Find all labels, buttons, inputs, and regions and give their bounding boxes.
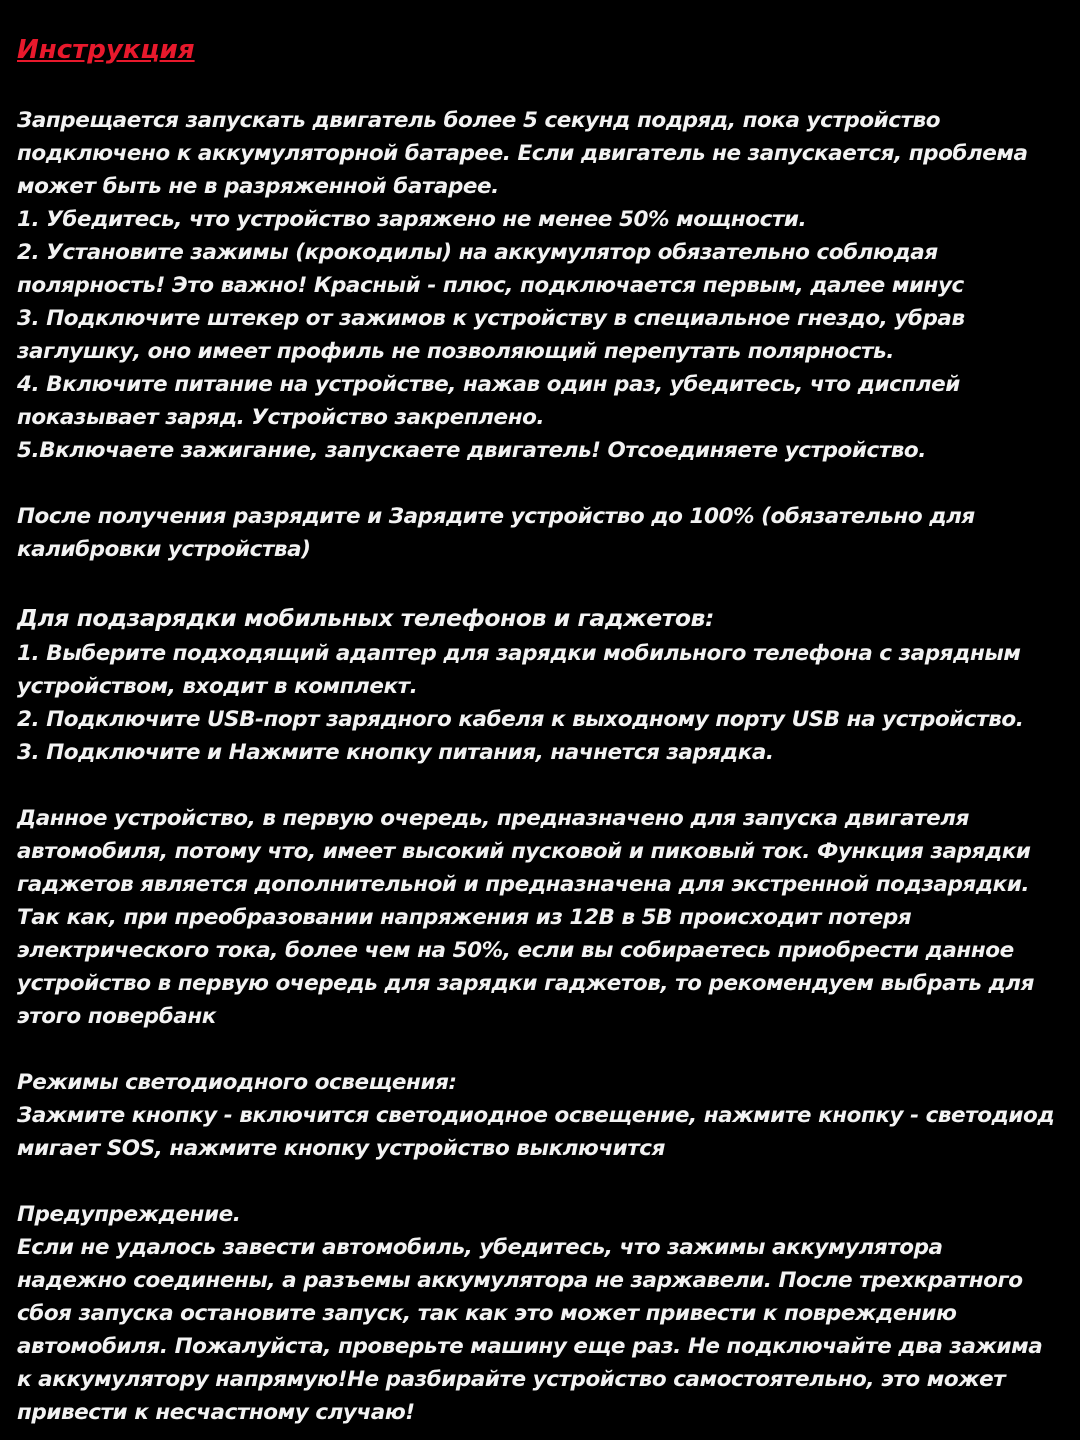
- intro-paragraph: [17, 104, 1064, 203]
- text-line: этого повербанк: [17, 1004, 216, 1029]
- text-line: устройством, входит в комплект.: [17, 674, 418, 699]
- text-line: 2. Подключите USB-порт зарядного кабеля к выходному порту USB на устройство.: [17, 707, 1024, 732]
- steps-list: [17, 203, 1064, 467]
- text-line: подключено к аккумуляторной батарее. Если двигатель не запускается, проблема: [17, 141, 1028, 166]
- spacer: [17, 566, 1064, 599]
- spacer: [17, 1165, 1064, 1198]
- step-line: 3. Подключите штекер от зажимов к устройству в специальное гнездо, убрав: [17, 306, 965, 331]
- text-line: Если не удалось завести автомобиль, убедитесь, что зажимы аккумулятора: [17, 1235, 943, 1260]
- calibration-paragraph: [17, 500, 1064, 566]
- step-line: показывает заряд. Устройство закреплено.: [17, 405, 545, 430]
- text-line: автомобиля, потому что, имеет высокий пусковой и пиковый ток. Функция зарядки: [17, 839, 1031, 864]
- text-line: электрического тока, более чем на 50%, если вы собираетесь приобрести данное: [17, 938, 1014, 963]
- page-title: Инструкция: [17, 35, 195, 65]
- text-line: сбоя запуска остановите запуск, так как это может привести к повреждению: [17, 1301, 957, 1326]
- text-line: автомобиля. Пожалуйста, проверьте машину еще раз. Не подключайте два зажима: [17, 1334, 1043, 1359]
- purpose-paragraph: [17, 802, 1064, 1033]
- spacer: [17, 467, 1064, 500]
- step-line: полярность! Это важно! Красный - плюс, подключается первым, далее минус: [17, 273, 964, 298]
- text-line: надежно соединены, а разъемы аккумулятора не заржавели. После трехкратного: [17, 1268, 1023, 1293]
- spacer: [17, 769, 1064, 802]
- text-line: к аккумулятору напрямую!Не разбирайте устройство самостоятельно, это может: [17, 1367, 1006, 1392]
- text-line: калибровки устройства): [17, 537, 311, 562]
- warning-paragraph: [17, 1198, 1064, 1429]
- text-line: Данное устройство, в первую очередь, предназначено для запуска двигателя: [17, 806, 969, 831]
- text-line: 3. Подключите и Нажмите кнопку питания, начнется зарядка.: [17, 740, 774, 765]
- gadgets-heading: Для подзарядки мобильных телефонов и гаджетов:: [17, 604, 714, 632]
- step-line: 2. Установите зажимы (крокодилы) на аккумулятор обязательно соблюдая: [17, 240, 938, 265]
- step-line: 1. Убедитесь, что устройство заряжено не менее 50% мощности.: [17, 207, 807, 232]
- text-line: Зажмите кнопку - включится светодиодное освещение, нажмите кнопку - светодиод: [17, 1103, 1055, 1128]
- step-line: заглушку, оно имеет профиль не позволяющий перепутать полярность.: [17, 339, 894, 364]
- led-paragraph: [17, 1066, 1064, 1165]
- text-line: После получения разрядите и Зарядите устройство до 100% (обязательно для: [17, 504, 975, 529]
- text-line: 1. Выберите подходящий адаптер для зарядки мобильного телефона с зарядным: [17, 641, 1021, 666]
- spacer: [17, 1033, 1064, 1066]
- text-line: мигает SOS, нажмите кнопку устройство выключится: [17, 1136, 665, 1161]
- text-line: Режимы светодиодного освещения:: [17, 1070, 457, 1095]
- text-line: Запрещается запускать двигатель более 5 секунд подряд, пока устройство: [17, 108, 941, 133]
- text-line: может быть не в разряженной батарее.: [17, 174, 499, 199]
- text-line: Предупреждение.: [17, 1202, 241, 1227]
- text-line: привести к несчастному случаю!: [17, 1400, 415, 1425]
- step-line: 4. Включите питание на устройстве, нажав один раз, убедитесь, что дисплей: [17, 372, 960, 397]
- gadgets-list: [17, 637, 1064, 769]
- text-line: Так как, при преобразовании напряжения из 12В в 5В происходит потеря: [17, 905, 912, 930]
- text-line: устройство в первую очередь для зарядки гаджетов, то рекомендуем выбрать для: [17, 971, 1034, 996]
- step-line: 5.Включаете зажигание, запускаете двигатель! Отсоединяете устройство.: [17, 438, 926, 463]
- text-line: гаджетов является дополнительной и предназначена для экстренной подзарядки.: [17, 872, 1030, 897]
